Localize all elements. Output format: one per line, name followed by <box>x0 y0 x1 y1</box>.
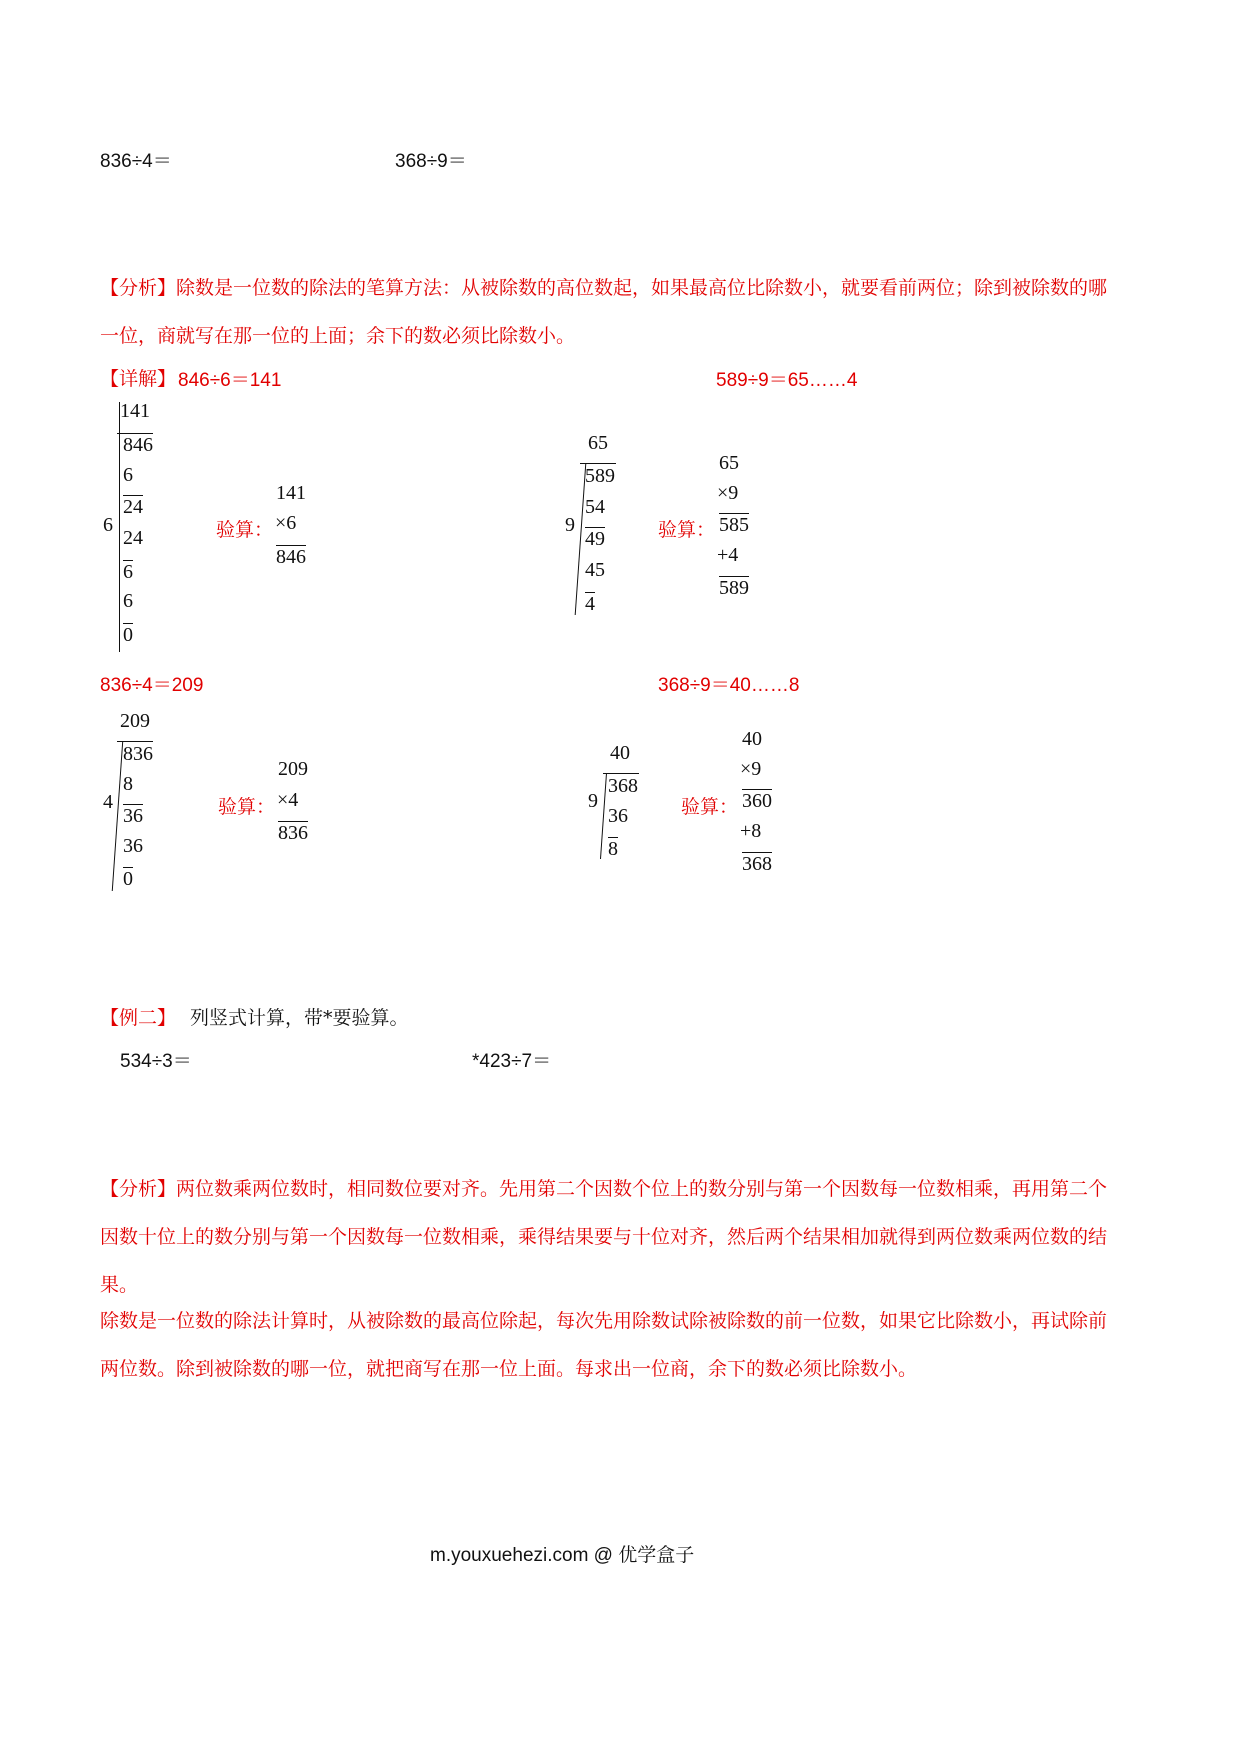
check-row: +4 <box>717 544 739 566</box>
remainder: 4 <box>585 593 595 615</box>
divisor: 9 <box>588 790 598 812</box>
analysis-tag: 【分析】 <box>100 1178 177 1200</box>
check-row: ×9 <box>717 482 739 504</box>
remainder: 0 <box>123 624 133 646</box>
step: 45 <box>585 559 605 581</box>
analysis-text: 两位数乘两位数时，相同数位要对齐。先用第二个因数个位上的数分别与第一个因数每一位数相乘，再用第二个因数十位上的数分别与第一个因数每一位数相乘，乘得结果要与十位对齐，然后两个结果相加就得到两位数乘两位数的结果。 <box>100 1178 1108 1296</box>
division-bracket <box>112 741 123 891</box>
check-label: 验算： <box>216 519 274 541</box>
division-bar <box>603 773 639 774</box>
check-row: 65 <box>719 452 739 474</box>
check-row: 360 <box>742 790 772 812</box>
analysis-2-division: 除数是一位数的除法计算时，从被除数的最高位除起，每次先用除数试除被除数的前一位数，如果它比除数小，再试除前两位数。除到被除数的哪一位，就把商写在那一位上面。每求出一位商，余下的数必须比除数小。 <box>100 1310 1108 1380</box>
check-label: 验算： <box>658 519 716 541</box>
check-label: 验算： <box>218 796 276 818</box>
footer-watermark[interactable]: m.youxuehezi.com @ 优学盒子 <box>430 1545 695 1566</box>
step: 6 <box>123 464 133 486</box>
dividend: 589 <box>585 465 615 487</box>
check-row: 836 <box>278 822 308 844</box>
dividend: 836 <box>123 743 153 765</box>
problem-368-div-9: 368÷9＝ <box>395 151 467 172</box>
analysis-1 <box>100 264 1110 360</box>
step: 24 <box>123 496 143 518</box>
example-2-tag: 【例二】 <box>100 1007 177 1029</box>
check-row: ×6 <box>275 512 297 534</box>
problem-534-div-3: 534÷3＝ <box>120 1051 192 1072</box>
division-bracket <box>119 402 120 652</box>
divisor: 9 <box>565 514 575 536</box>
check-row: 141 <box>276 482 306 504</box>
divisor: 4 <box>103 791 113 813</box>
step: 36 <box>123 835 143 857</box>
quotient: 209 <box>120 710 150 732</box>
problem-423-div-7: *423÷7＝ <box>472 1051 552 1072</box>
step: 8 <box>123 773 133 795</box>
detail-eq-368-div-9: 368÷9＝40……8 <box>658 675 800 696</box>
check-row: 368 <box>742 853 772 875</box>
check-row: 209 <box>278 758 308 780</box>
step: 24 <box>123 527 143 549</box>
check-row: 589 <box>719 577 749 599</box>
step: 6 <box>123 561 133 583</box>
check-row: +8 <box>740 820 762 842</box>
step: 54 <box>585 496 605 518</box>
problem-836-div-4: 836÷4＝ <box>100 151 172 172</box>
step: 6 <box>123 590 133 612</box>
analysis-tag: 【分析】 <box>100 277 177 299</box>
divisor: 6 <box>103 514 113 536</box>
step: 49 <box>585 528 605 550</box>
check-row: 846 <box>276 546 306 568</box>
detail-tag: 【详解】 <box>100 368 177 390</box>
dividend: 846 <box>123 434 153 456</box>
check-label: 验算： <box>681 796 739 818</box>
remainder: 0 <box>123 868 133 890</box>
check-row: 40 <box>742 728 762 750</box>
step: 36 <box>123 805 143 827</box>
check-row: ×9 <box>740 758 762 780</box>
quotient: 40 <box>610 742 630 764</box>
analysis-2 <box>100 1165 1110 1309</box>
check-row: ×4 <box>277 789 299 811</box>
detail-eq-589-div-9: 589÷9＝65……4 <box>716 370 858 391</box>
remainder: 8 <box>608 838 618 860</box>
example-2-instruction: 列竖式计算，带*要验算。 <box>190 1007 409 1029</box>
detail-eq-836-div-4: 836÷4＝209 <box>100 675 204 696</box>
division-bracket <box>600 773 607 859</box>
check-row: 585 <box>719 514 749 536</box>
dividend: 368 <box>608 775 638 797</box>
detail-eq-846-div-6: 846÷6＝141 <box>178 370 282 391</box>
analysis-text: 除数是一位数的除法的笔算方法：从被除数的高位数起，如果最高位比除数小，就要看前两位；除到被除数的哪一位，商就写在那一位的上面；余下的数必须比除数小。 <box>100 277 1108 347</box>
quotient: 141 <box>120 400 150 422</box>
step: 36 <box>608 805 628 827</box>
quotient: 65 <box>588 432 608 454</box>
